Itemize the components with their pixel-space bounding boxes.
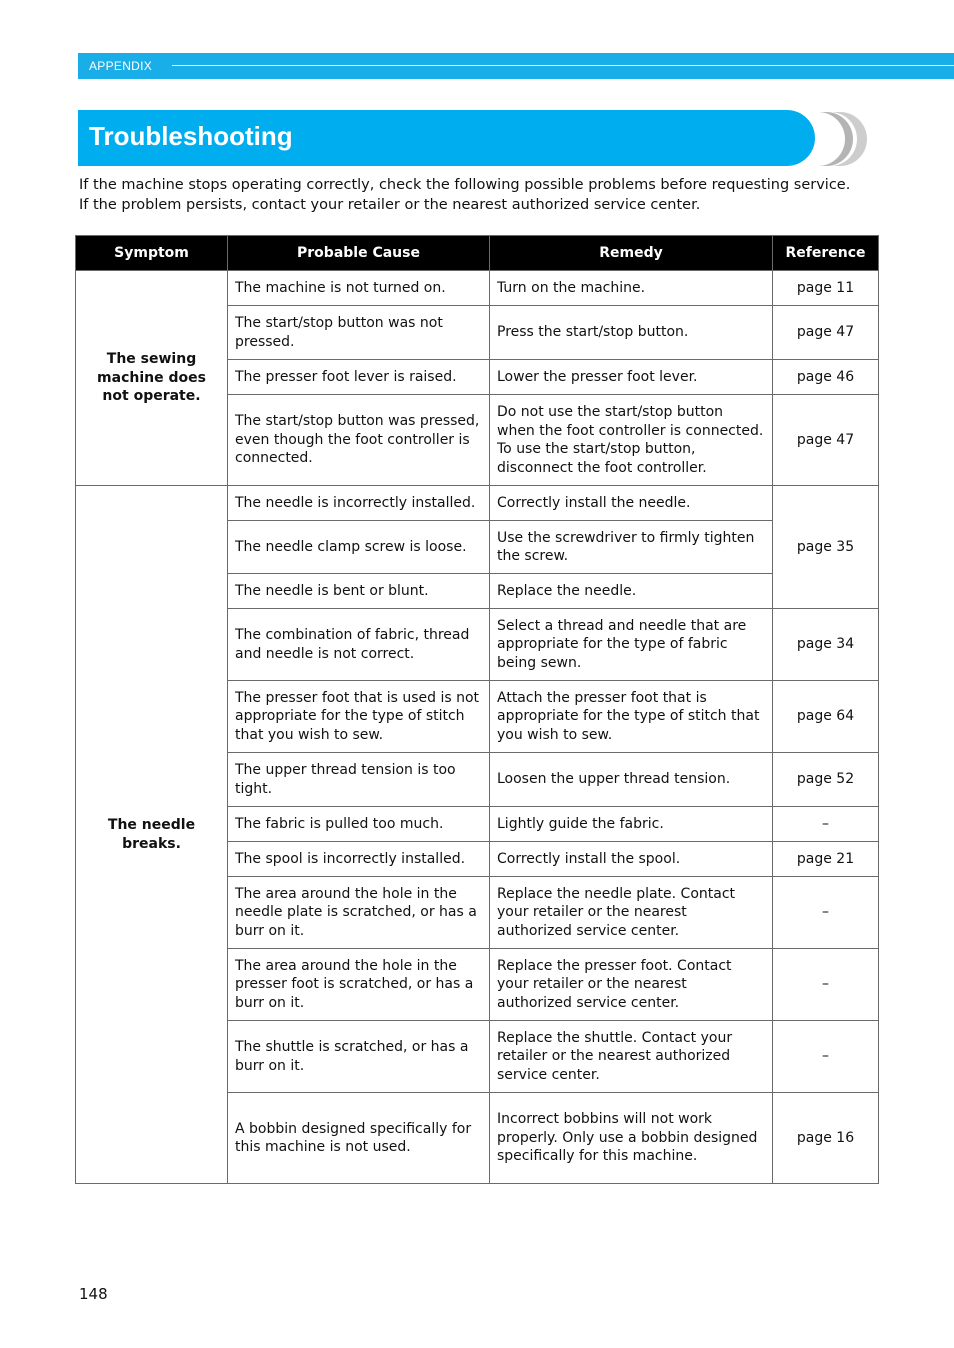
intro-line: If the problem persists, contact your retailer or the nearest authorized service center. bbox=[79, 197, 701, 213]
remedy-cell: Correctly install the needle. bbox=[490, 486, 773, 521]
title-bar bbox=[78, 110, 815, 166]
column-header-symptom: Symptom bbox=[76, 236, 228, 271]
cause-cell: The needle clamp screw is loose. bbox=[228, 521, 490, 574]
reference-cell: page 21 bbox=[773, 842, 879, 877]
cause-cell: A bobbin designed specifically for this machine is not used. bbox=[228, 1093, 490, 1184]
remedy-cell: Replace the needle. bbox=[490, 574, 773, 609]
remedy-cell: Correctly install the spool. bbox=[490, 842, 773, 877]
page-number: 148 bbox=[79, 1285, 108, 1303]
remedy-cell: Replace the shuttle. Contact your retailer or the nearest authorized service center. bbox=[490, 1021, 773, 1093]
page-title: Troubleshooting bbox=[89, 121, 293, 151]
intro-text bbox=[79, 175, 879, 215]
remedy-cell: Replace the needle plate. Contact your retailer or the nearest authorized service center. bbox=[490, 877, 773, 949]
reference-cell: page 47 bbox=[773, 306, 879, 360]
column-header-reference: Reference bbox=[773, 236, 879, 271]
table-row bbox=[76, 486, 879, 521]
cause-cell: The area around the hole in the presser foot is scratched, or has a burr on it. bbox=[228, 949, 490, 1021]
reference-cell: – bbox=[773, 807, 879, 842]
reference-cell: page 11 bbox=[773, 271, 879, 306]
remedy-cell: Lower the presser foot lever. bbox=[490, 360, 773, 395]
cause-cell: The needle is incorrectly installed. bbox=[228, 486, 490, 521]
remedy-cell: Lightly guide the fabric. bbox=[490, 807, 773, 842]
table-header-row bbox=[76, 236, 879, 271]
troubleshooting-table bbox=[75, 235, 879, 1184]
remedy-cell: Do not use the start/stop button when the foot controller is connected. To use the start/stop button, disconnect the foot controller. bbox=[490, 395, 773, 486]
column-header-remedy: Remedy bbox=[490, 236, 773, 271]
remedy-cell: Turn on the machine. bbox=[490, 271, 773, 306]
section-header-bar bbox=[78, 53, 954, 79]
reference-cell: page 35 bbox=[773, 486, 879, 609]
cause-cell: The combination of fabric, thread and needle is not correct. bbox=[228, 609, 490, 681]
cause-cell: The presser foot lever is raised. bbox=[228, 360, 490, 395]
symptom-cell: The sewing machine does not operate. bbox=[76, 271, 228, 486]
reference-cell: – bbox=[773, 877, 879, 949]
remedy-cell: Replace the presser foot. Contact your retailer or the nearest authorized service center. bbox=[490, 949, 773, 1021]
reference-cell: – bbox=[773, 949, 879, 1021]
reference-cell: page 52 bbox=[773, 753, 879, 807]
cause-cell: The needle is bent or blunt. bbox=[228, 574, 490, 609]
title-decoration-icon bbox=[810, 110, 872, 168]
remedy-cell: Attach the presser foot that is appropriate for the type of stitch that you wish to sew. bbox=[490, 681, 773, 753]
header-rule bbox=[172, 65, 954, 66]
intro-line: If the machine stops operating correctly, check the following possible problems before requesting service. bbox=[79, 177, 851, 193]
section-label: APPENDIX bbox=[89, 59, 153, 73]
cause-cell: The upper thread tension is too tight. bbox=[228, 753, 490, 807]
table-row bbox=[76, 271, 879, 306]
reference-cell: – bbox=[773, 1021, 879, 1093]
cause-cell: The fabric is pulled too much. bbox=[228, 807, 490, 842]
remedy-cell: Loosen the upper thread tension. bbox=[490, 753, 773, 807]
remedy-cell: Use the screwdriver to firmly tighten the screw. bbox=[490, 521, 773, 574]
remedy-cell: Select a thread and needle that are appropriate for the type of fabric being sewn. bbox=[490, 609, 773, 681]
reference-cell: page 46 bbox=[773, 360, 879, 395]
cause-cell: The machine is not turned on. bbox=[228, 271, 490, 306]
reference-cell: page 47 bbox=[773, 395, 879, 486]
cause-cell: The presser foot that is used is not appropriate for the type of stitch that you wish to sew. bbox=[228, 681, 490, 753]
cause-cell: The start/stop button was pressed, even though the foot controller is connected. bbox=[228, 395, 490, 486]
cause-cell: The area around the hole in the needle plate is scratched, or has a burr on it. bbox=[228, 877, 490, 949]
reference-cell: page 64 bbox=[773, 681, 879, 753]
column-header-cause: Probable Cause bbox=[228, 236, 490, 271]
reference-cell: page 16 bbox=[773, 1093, 879, 1184]
remedy-cell: Incorrect bobbins will not work properly. Only use a bobbin designed specifically for this machine. bbox=[490, 1093, 773, 1184]
cause-cell: The spool is incorrectly installed. bbox=[228, 842, 490, 877]
cause-cell: The shuttle is scratched, or has a burr on it. bbox=[228, 1021, 490, 1093]
reference-cell: page 34 bbox=[773, 609, 879, 681]
cause-cell: The start/stop button was not pressed. bbox=[228, 306, 490, 360]
symptom-cell: The needle breaks. bbox=[76, 486, 228, 1184]
remedy-cell: Press the start/stop button. bbox=[490, 306, 773, 360]
